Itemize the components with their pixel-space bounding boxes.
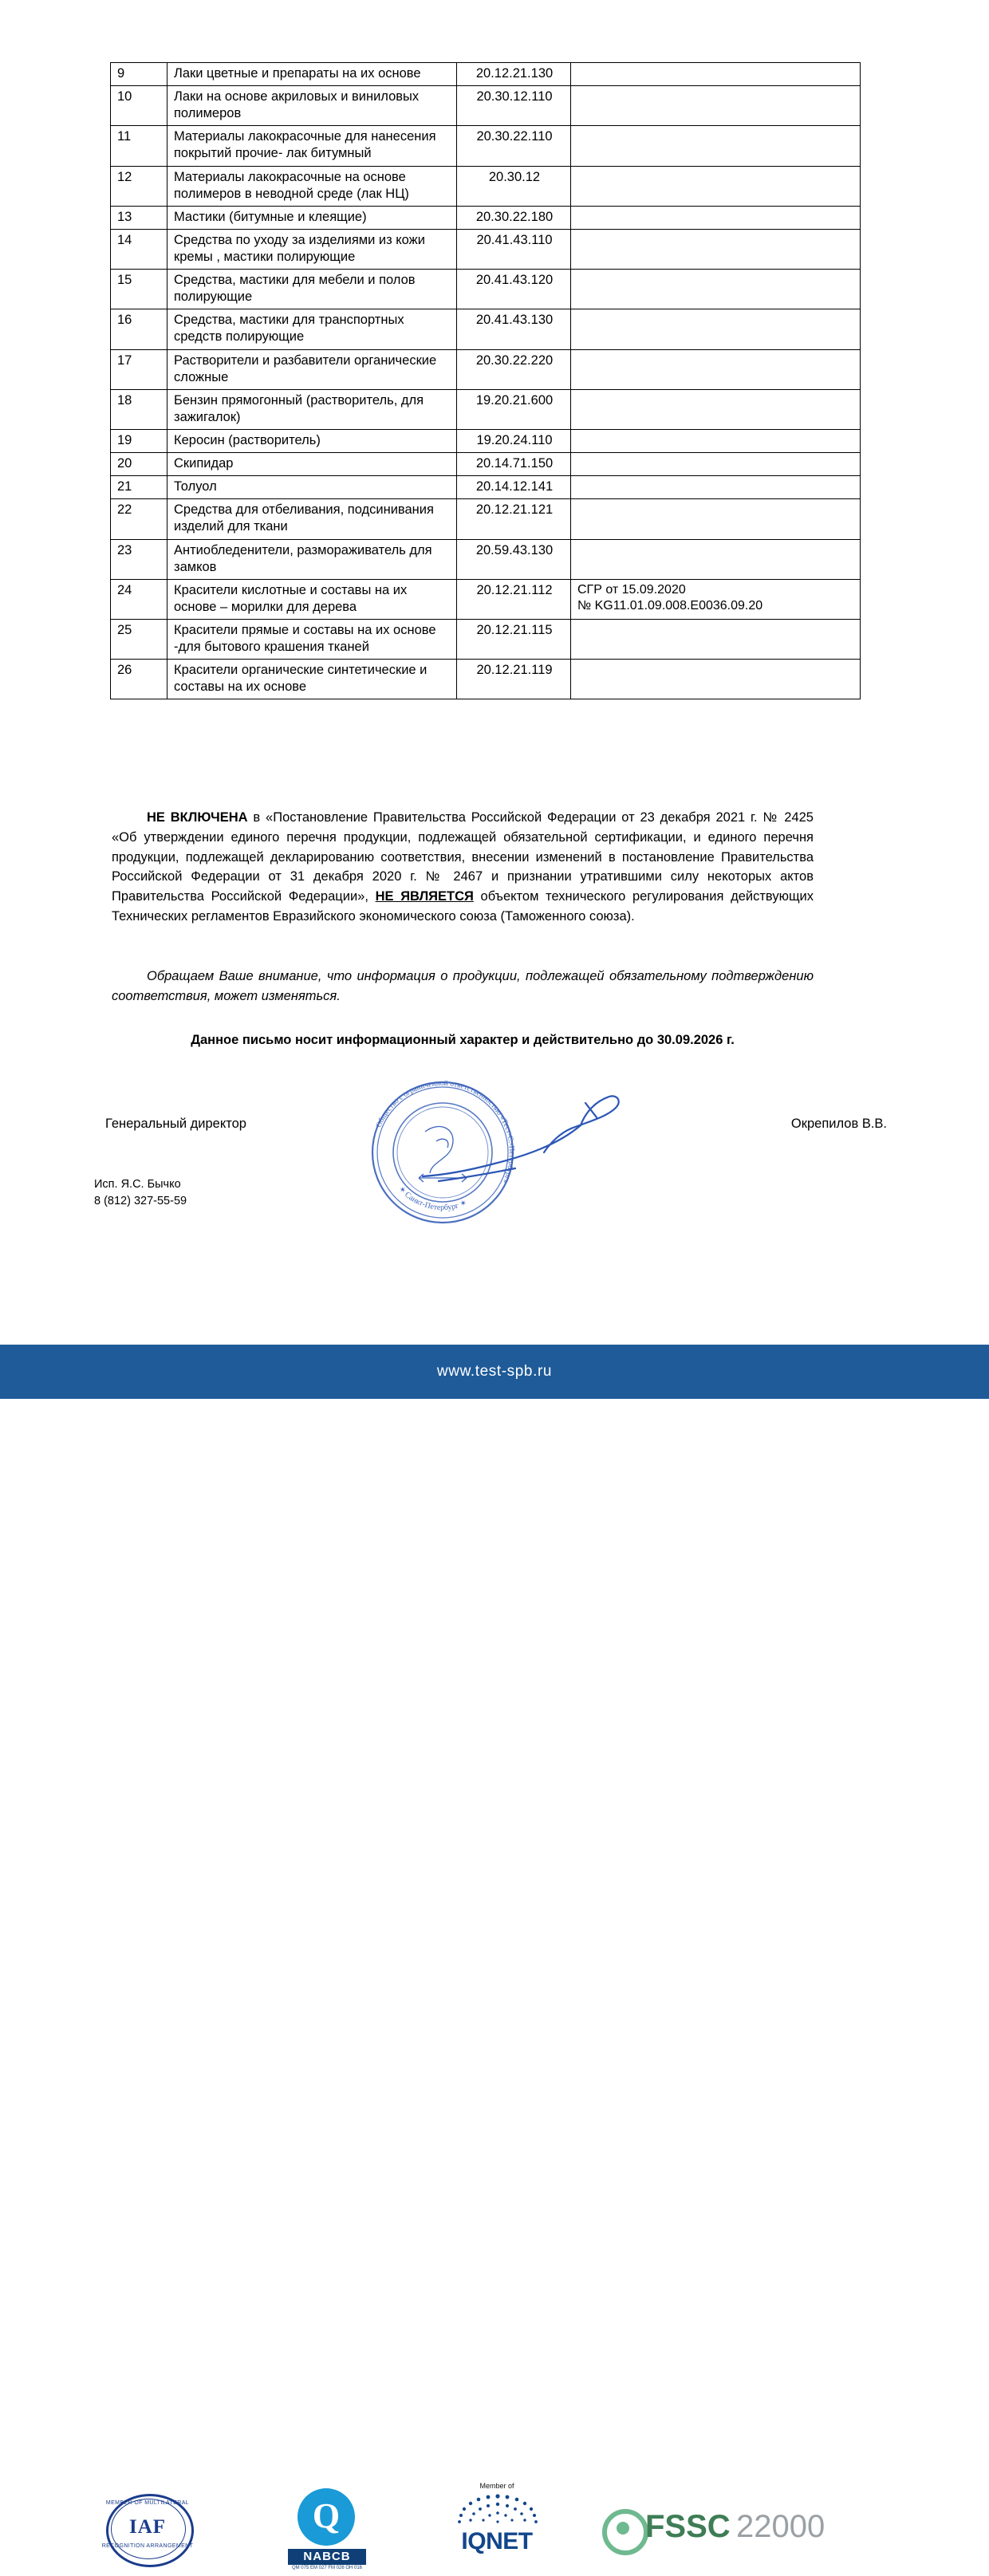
row-note [571,476,861,499]
fssc-wordmark: FSSC [645,2509,731,2544]
row-note [571,166,861,206]
iqnet-member-label: Member of [479,2482,514,2490]
row-code: 20.30.22.110 [457,126,571,166]
row-note [571,309,861,349]
row-note [571,229,861,269]
row-note [571,126,861,166]
iqnet-wordmark: IQNET [461,2528,533,2554]
row-product-name: Средства по уходу за изделиями из кожи кремы , мастики полирующие [167,229,457,269]
row-number: 24 [111,579,167,619]
table-row [111,660,861,699]
row-number: 15 [111,270,167,309]
row-number: 26 [111,660,167,699]
row-code: 20.30.22.180 [457,206,571,229]
paragraph-attention-notice [112,967,814,1006]
svg-text:✶ Санкт-Петербург ✶: ✶ Санкт-Петербург ✶ [396,1184,469,1213]
row-product-name: Материалы лакокрасочные на основе полимеров в неводной среде (лак НЦ) [167,166,457,206]
iqnet-dots-icon [451,2491,544,2527]
fssc-logo [602,2503,825,2558]
iaf-wordmark: IAF [128,2516,167,2538]
iaf-logo [100,2492,195,2568]
row-note [571,660,861,699]
nabcb-codes: QM 075 EM 027 FM 026 OH 016 [291,2566,363,2570]
row-product-name: Керосин (растворитель) [167,429,457,452]
footer-website-url[interactable]: www.test-spb.ru [436,1363,553,1380]
row-product-name: Лаки на основе акриловых и виниловых полимеров [167,86,457,126]
row-product-name: Средства для отбеливания, подсинивания изделий для ткани [167,499,457,539]
row-note-certificate [571,579,861,619]
row-code: 20.41.43.130 [457,309,571,349]
handwritten-signature [415,1081,654,1216]
row-number: 21 [111,476,167,499]
row-product-name: Лаки цветные и препараты на их основе [167,63,457,86]
fssc-number: 22000 [736,2509,825,2544]
products-table-body [111,63,861,699]
row-product-name: Толуол [167,476,457,499]
row-product-name: Средства, мастики для мебели и полов полирующие [167,270,457,309]
row-code: 20.14.71.150 [457,453,571,476]
table-row [111,453,861,476]
table-row [111,349,861,389]
table-row [111,539,861,579]
table-row [111,476,861,499]
row-number: 13 [111,206,167,229]
table-row [111,126,861,166]
row-code: 20.12.21.115 [457,619,571,659]
row-number: 14 [111,229,167,269]
row-number: 18 [111,389,167,429]
table-row [111,389,861,429]
fssc-ring-icon [602,2509,648,2555]
table-row [111,166,861,206]
nabcb-letter: Q [312,2496,341,2535]
row-note [571,453,861,476]
paragraph-text-part1: в «Постановление Правительства Российской Федерации от 23 декабря 2021 г. № 2425 «Об утверждении единого перечня продукции, подлежащей обязательной сертификации, и единого перечня продукции, подлежащей декларированию соответствия, внесении изменений в постановление Правительства Российской Федерации от 31 декабря 2020 г. № 2467 и признании утратившими силу некоторых актов Правительства Российской Федерации», [112,810,814,904]
products-table-container [110,62,812,699]
row-product-name: Материалы лакокрасочные для нанесения покрытий прочие- лак битумный [167,126,457,166]
row-note [571,349,861,389]
iaf-bottom-text: RECOGNITION ARRANGEMENT [101,2543,194,2549]
row-note [571,86,861,126]
iqnet-logo [437,2482,557,2570]
row-product-name: Средства, мастики для транспортных средств полирующие [167,309,457,349]
nabcb-logo [283,2488,375,2576]
table-row [111,229,861,269]
nabcb-wordmark: NABCB [288,2549,366,2565]
row-code: 20.41.43.110 [457,229,571,269]
row-code: 20.14.12.141 [457,476,571,499]
table-row [111,309,861,349]
products-table [110,62,861,699]
row-number: 23 [111,539,167,579]
row-product-name: Красители органические синтетические и составы на их основе [167,660,457,699]
row-note [571,429,861,452]
row-product-name: Мастики (битумные и клеящие) [167,206,457,229]
row-code: 20.12.21.112 [457,579,571,619]
paragraph-not-included [112,808,814,927]
paragraph-text-part2: объектом технического регулирования действующих Технических регламентов Евразийского экономического союза (Таможенного союза). [112,889,814,924]
row-number: 12 [111,166,167,206]
table-row [111,206,861,229]
row-number: 10 [111,86,167,126]
row-code: 19.20.24.110 [457,429,571,452]
paragraph-lead-bold: НЕ ВКЛЮЧЕНА [147,810,248,825]
row-product-name: Красители прямые и составы на их основе -для бытового крашения тканей [167,619,457,659]
row-code: 20.59.43.130 [457,539,571,579]
executor-info [94,1176,187,1210]
table-row [111,270,861,309]
row-note [571,389,861,429]
row-number: 16 [111,309,167,349]
row-note [571,270,861,309]
row-note [571,499,861,539]
row-code: 20.41.43.120 [457,270,571,309]
executor-name: Исп. Я.С. Бычко [94,1178,181,1191]
table-row [111,86,861,126]
table-row [111,63,861,86]
row-code: 20.12.21.130 [457,63,571,86]
row-code: 20.30.12.110 [457,86,571,126]
row-number: 20 [111,453,167,476]
row-code: 20.30.12 [457,166,571,206]
row-product-name: Растворители и разбавители органические сложные [167,349,457,389]
iaf-top-text: MEMBER OF MULTILATERAL [105,2500,190,2506]
table-row [111,499,861,539]
row-note [571,63,861,86]
row-code: 20.30.22.220 [457,349,571,389]
row-note [571,619,861,659]
row-number: 25 [111,619,167,659]
row-product-name: Антиобледенители, размораживатель для замков [167,539,457,579]
svg-text:Общество с ограниченной ответс: Общество с ограниченной ответственностью «Тест-С.-Петербург» [375,1079,516,1185]
footer-bar [0,1345,989,1399]
row-note [571,206,861,229]
paragraph-emphasis-not-object: НЕ ЯВЛЯЕТСЯ [375,889,474,904]
table-row [111,579,861,619]
signature-name-label: Окрепилов В.В. [790,1117,887,1131]
paragraph-validity-statement: Данное письмо носит информационный характер и действительно до 30.09.2026 г. [191,1033,735,1047]
row-product-name: Скипидар [167,453,457,476]
note-line-1: СГР от 15.09.2020 [577,582,686,597]
note-line-2: № KG11.01.09.008.E0036.09.20 [577,599,763,613]
row-product-name: Красители кислотные и составы на их основе – морилки для дерева [167,579,457,619]
row-number: 9 [111,63,167,86]
row-product-name: Бензин прямогонный (растворитель, для зажигалок) [167,389,457,429]
paragraph-text: Обращаем Ваше внимание, что информация о продукции, подлежащей обязательному подтверждению соответствия, может изменяться. [112,969,814,1003]
row-number: 11 [111,126,167,166]
row-code: 19.20.21.600 [457,389,571,429]
signature-position-label: Генеральный директор [105,1117,246,1131]
table-row [111,429,861,452]
row-code: 20.12.21.121 [457,499,571,539]
row-code: 20.12.21.119 [457,660,571,699]
row-note [571,539,861,579]
row-number: 22 [111,499,167,539]
row-number: 17 [111,349,167,389]
table-row [111,619,861,659]
row-number: 19 [111,429,167,452]
executor-phone: 8 (812) 327-55-59 [94,1195,187,1208]
